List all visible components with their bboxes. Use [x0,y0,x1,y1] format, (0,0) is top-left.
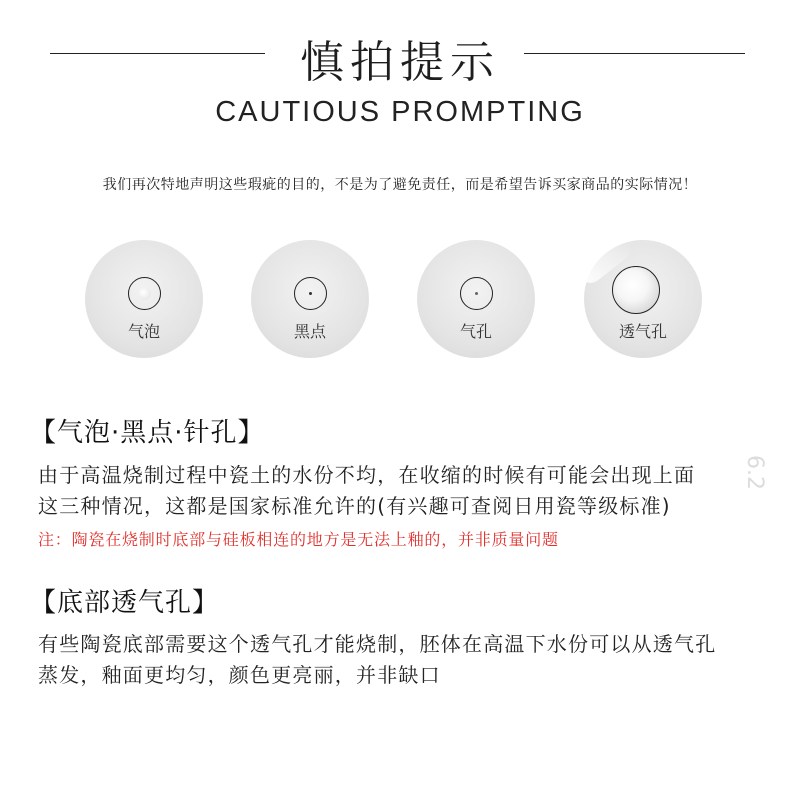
section-heading-vent: 【底部透气孔】 [30,588,220,618]
page-title: 慎拍提示 [300,37,500,88]
warning-note: 注：陶瓷在烧制时底部与硅板相连的地方是无法上釉的，并非质量问题 [38,530,559,549]
section-text-line: 由于高温烧制过程中瓷土的水份不均，在收缩的时候有可能会出现上面 [38,463,696,487]
defect-black-dot [251,240,369,358]
title-row [0,22,800,88]
side-watermark: 6.2 [742,455,767,490]
vent-hole-icon [612,266,660,314]
defect-bubble [85,240,203,358]
defect-label: 气泡 [127,322,160,341]
defect-label: 气孔 [459,322,492,341]
page-subtitle: CAUTIOUS PROMPTING [215,96,585,128]
section-heading-defects: 【气泡·黑点·针孔】 [30,418,265,448]
section-text-line: 有些陶瓷底部需要这个透气孔才能烧制，胚体在高温下水份可以从透气孔 [38,632,717,656]
title-divider-right [524,53,745,54]
defect-examples [0,240,800,370]
black-dot-icon [294,277,327,310]
section-text-line: 这三种情况，这都是国家标准允许的(有兴趣可查阅日用瓷等级标准) [38,494,671,518]
section-text-line: 蒸发，釉面更均匀，颜色更亮丽，并非缺口 [38,663,441,687]
defect-label: 黑点 [293,322,326,341]
statement-text: 我们再次特地声明这些瑕疵的目的，不是为了避免责任，而是希望告诉买家商品的实际情况！ [102,177,698,193]
pinhole-icon [460,277,493,310]
bubble-icon [128,277,161,310]
defect-label: 透气孔 [618,322,667,341]
defect-pinhole [417,240,535,358]
defect-vent-hole [584,240,702,358]
